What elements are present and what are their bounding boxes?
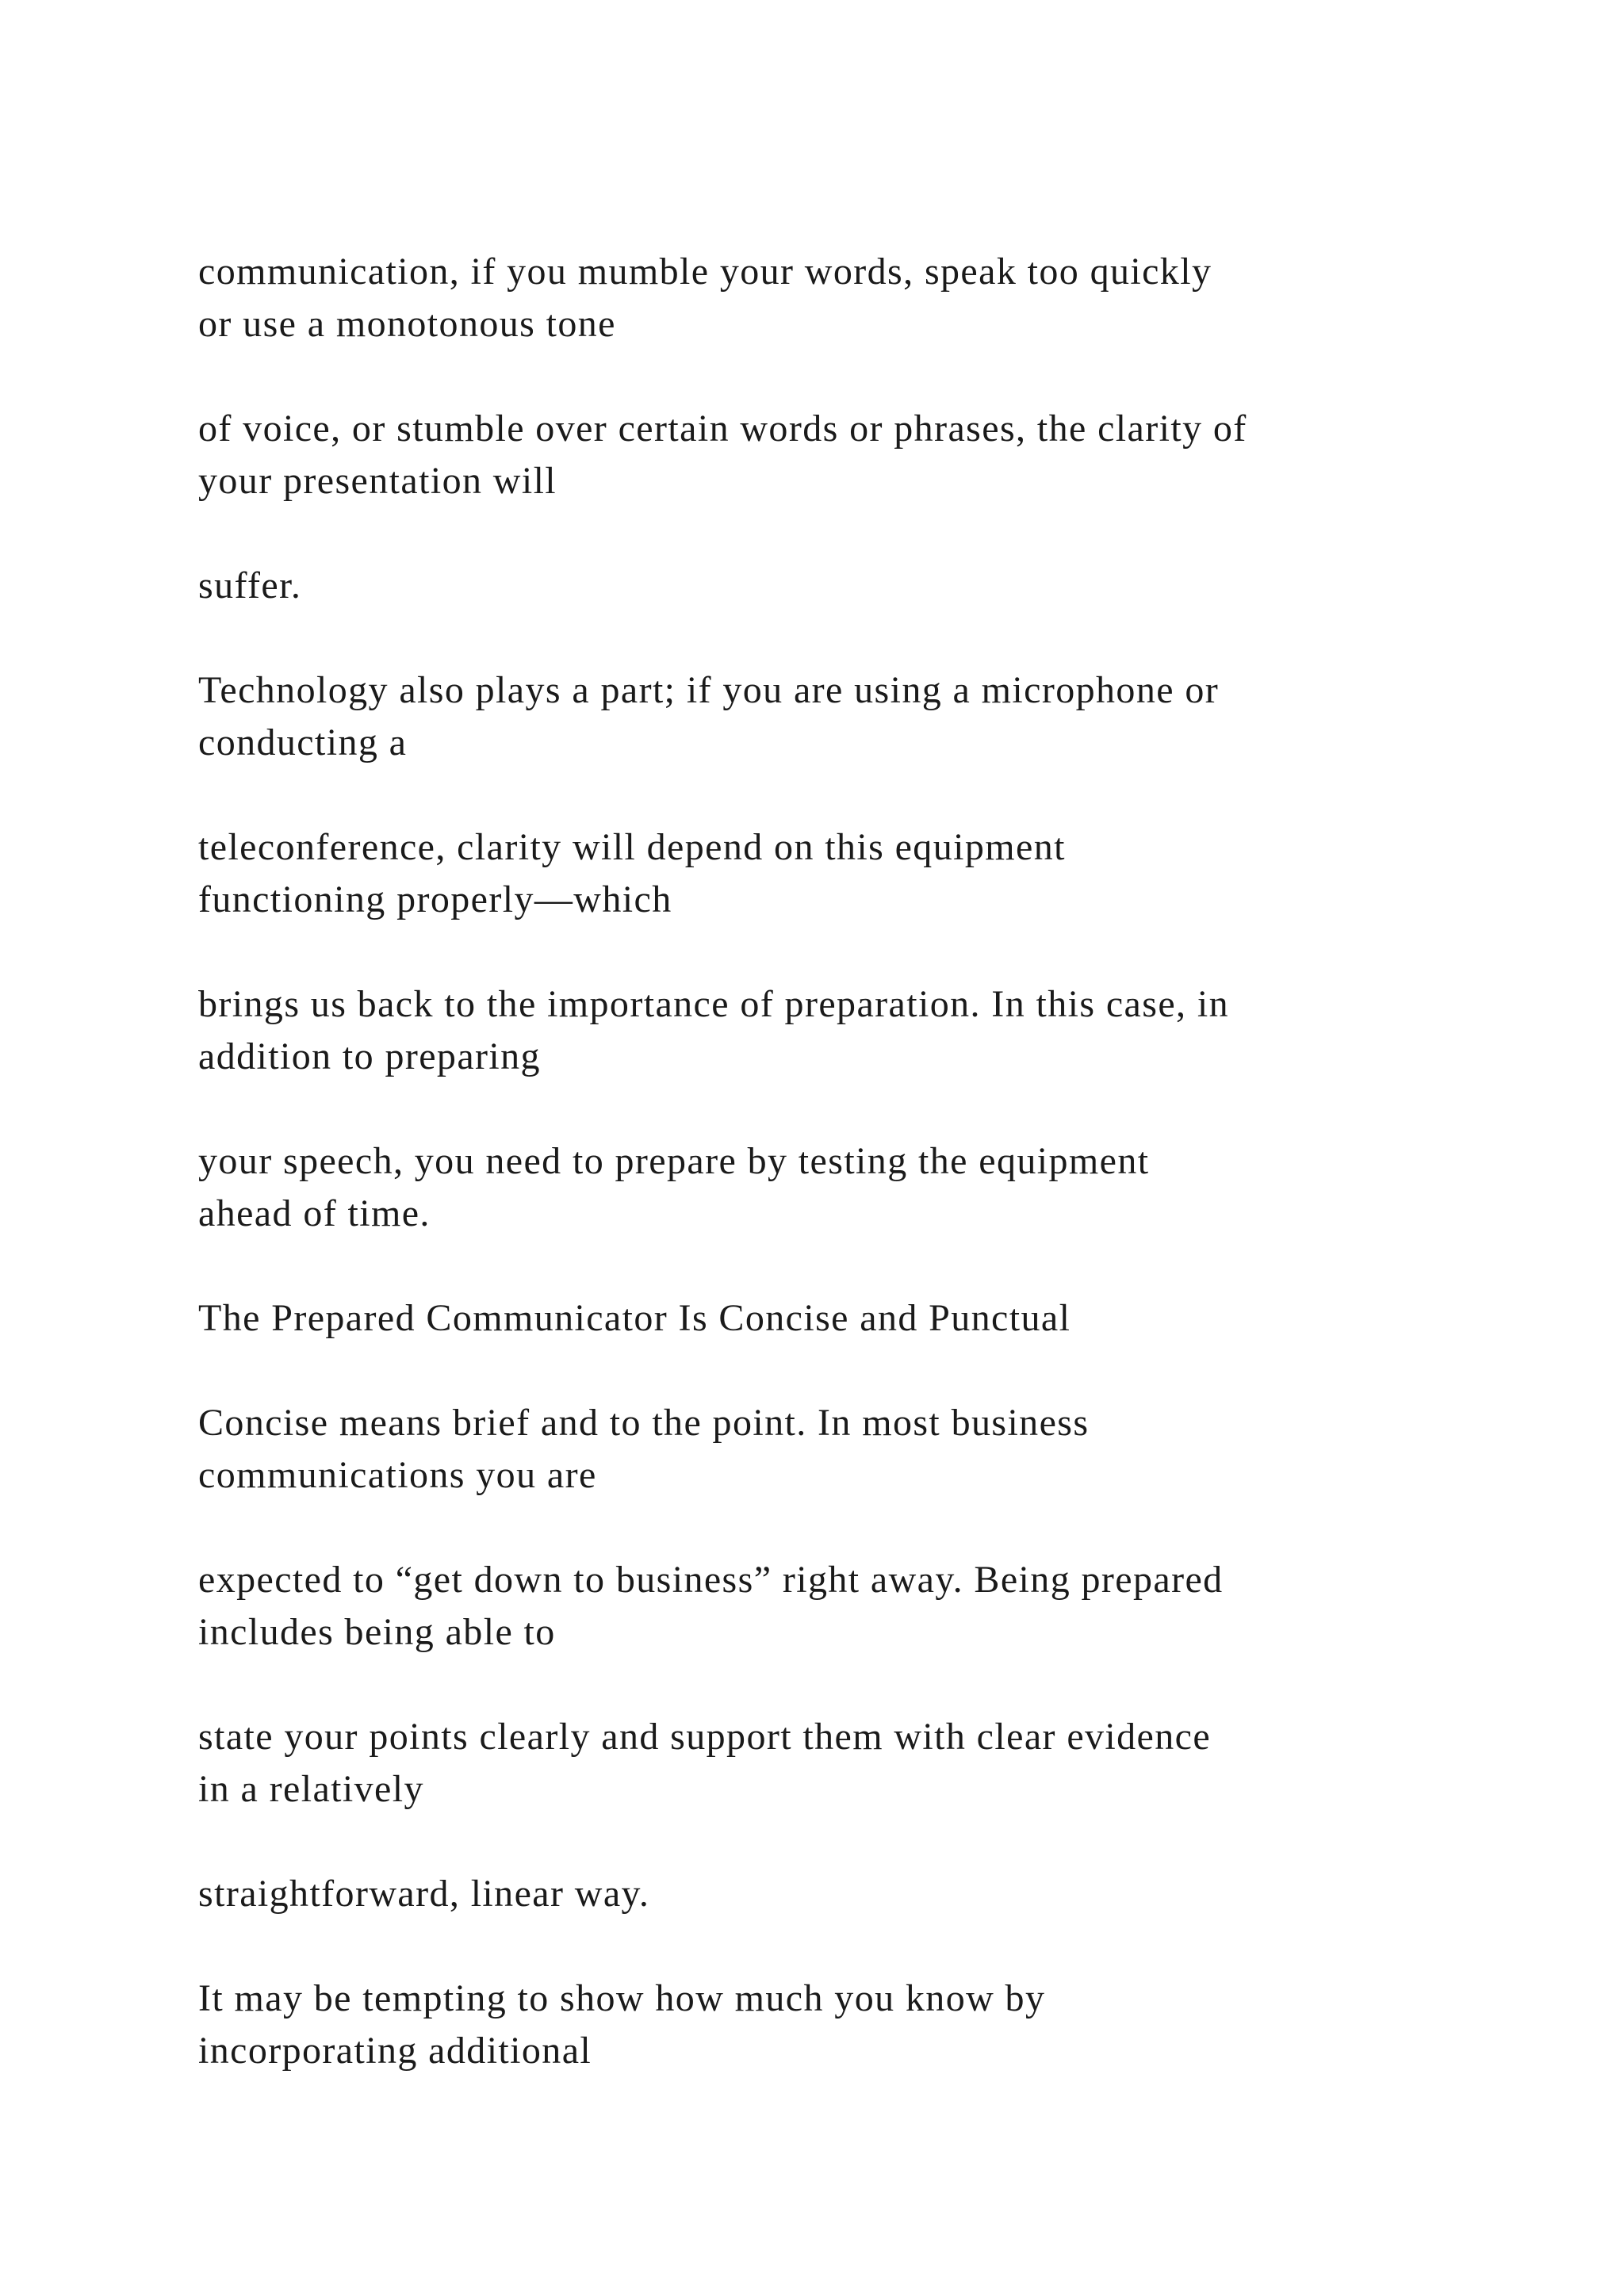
text-line: brings us back to the importance of preparation. In this case, in (198, 983, 1229, 1025)
text-line: of voice, or stumble over certain words or phrases, the clarity of (198, 408, 1247, 450)
text-line: includes being able to (198, 1611, 556, 1653)
text-line: expected to “get down to business” right away. Being prepared (198, 1559, 1224, 1601)
text-line: Concise means brief and to the point. In most business (198, 1402, 1090, 1444)
text-line: conducting a (198, 721, 408, 763)
text-line: state your points clearly and support them with clear evidence (198, 1716, 1212, 1758)
paragraph (198, 1973, 1483, 2077)
text-line: or use a monotonous tone (198, 303, 616, 345)
paragraph (198, 1711, 1483, 1816)
text-line: The Prepared Communicator Is Concise and Punctual (198, 1297, 1071, 1339)
text-line: ahead of time. (198, 1192, 431, 1234)
text-line: It may be tempting to show how much you know by (198, 1977, 1046, 2019)
paragraph (198, 978, 1483, 1083)
paragraph (198, 560, 1483, 612)
paragraph (198, 1135, 1483, 1240)
text-line: Technology also plays a part; if you are using a microphone or (198, 669, 1220, 711)
text-line: incorporating additional (198, 2030, 592, 2072)
text-line: your presentation will (198, 460, 557, 502)
text-line: addition to preparing (198, 1035, 541, 1077)
section-heading (198, 1292, 1483, 1345)
paragraph (198, 403, 1483, 507)
text-line: your speech, you need to prepare by testing the equipment (198, 1140, 1150, 1182)
paragraph (198, 1868, 1483, 1920)
text-line: functioning properly—which (198, 878, 672, 920)
text-line: in a relatively (198, 1768, 424, 1810)
body-text (198, 246, 1483, 2130)
text-line: communication, if you mumble your words, speak too quickly (198, 251, 1212, 293)
paragraph (198, 664, 1483, 769)
paragraph (198, 821, 1483, 926)
text-line: suffer. (198, 564, 302, 607)
paragraph (198, 246, 1483, 350)
text-line: straightforward, linear way. (198, 1873, 650, 1915)
paragraph (198, 1554, 1483, 1659)
paragraph (198, 1397, 1483, 1502)
text-line: communications you are (198, 1454, 597, 1496)
text-line: teleconference, clarity will depend on this equipment (198, 826, 1066, 868)
